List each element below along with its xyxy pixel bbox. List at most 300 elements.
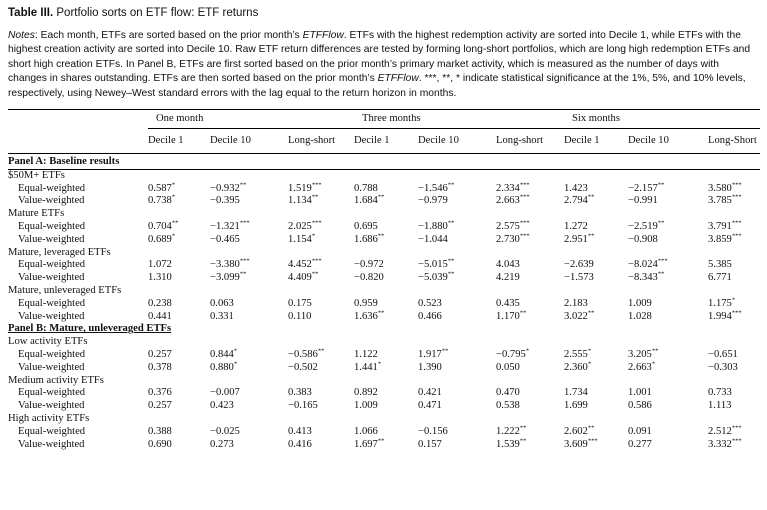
cell-value: −0.908	[628, 233, 658, 245]
cell-value: 0.416	[288, 438, 312, 450]
cell-value: 2.512	[708, 425, 732, 437]
cell-value: 2.794	[564, 195, 588, 207]
significance-stars: ***	[731, 424, 742, 432]
cell-value: −0.465	[210, 233, 240, 245]
table-row	[8, 362, 760, 375]
table-cell	[210, 298, 280, 311]
cell-value: 2.575	[496, 221, 520, 233]
cell-value: 4.219	[496, 272, 520, 284]
table-cell	[628, 426, 698, 439]
column-header: Decile 1	[148, 135, 184, 147]
significance-stars: ***	[519, 232, 530, 240]
group-label: High activity ETFs	[8, 412, 90, 424]
cell-value: 2.555	[564, 348, 588, 360]
table-cell	[280, 195, 354, 208]
row-label: Equal-weighted	[18, 221, 86, 233]
cell-value: 1.686	[354, 233, 378, 245]
group-label: Mature, unleveraged ETFs	[8, 285, 122, 296]
cell-value: 5.385	[708, 259, 732, 271]
table-row	[8, 387, 760, 400]
column-header: Long-Short	[708, 135, 757, 147]
table-cell	[418, 221, 488, 234]
cell-value: 0.586	[628, 400, 652, 412]
cell-value: −0.025	[210, 425, 240, 437]
significance-stars: *	[377, 360, 382, 368]
table-row	[8, 259, 760, 272]
significance-stars: ***	[519, 181, 530, 189]
table-cell	[148, 362, 210, 375]
significance-stars: **	[377, 193, 385, 201]
cell-value: 0.376	[148, 387, 172, 399]
table-cell	[210, 439, 280, 452]
panel-row	[8, 323, 760, 336]
table-cell	[354, 426, 418, 439]
table-cell	[210, 362, 280, 375]
cell-value: 0.466	[418, 310, 442, 322]
table-cell	[354, 400, 418, 413]
cell-value: −1.321	[210, 221, 240, 233]
row-label: Equal-weighted	[18, 425, 86, 437]
group-label: Medium activity ETFs	[8, 374, 104, 386]
table-cell	[628, 400, 698, 413]
cell-value: 0.423	[210, 400, 234, 412]
cell-value: 3.022	[564, 310, 588, 322]
table-cell	[628, 387, 698, 400]
column-header: Decile 1	[564, 135, 600, 147]
table-cell	[698, 195, 760, 208]
significance-stars: ***	[519, 193, 530, 201]
cell-value: −0.972	[354, 259, 384, 271]
significance-stars: *	[171, 232, 176, 240]
row-label: Equal-weighted	[18, 387, 86, 399]
significance-stars: ***	[519, 219, 530, 227]
table-cell	[148, 195, 210, 208]
table-cell	[564, 221, 628, 234]
column-header: Decile 10	[628, 135, 669, 147]
significance-stars: **	[239, 270, 247, 278]
panel-row	[8, 154, 760, 170]
significance-stars: **	[519, 424, 527, 432]
notes-emphasis-2: ETFFlow	[377, 73, 419, 85]
column-header: Decile 10	[418, 135, 459, 147]
cell-value: 0.959	[354, 297, 378, 309]
table-cell	[628, 311, 698, 324]
cell-value: −0.795	[496, 348, 526, 360]
cell-value: 4.409	[288, 272, 312, 284]
cell-value: 0.704	[148, 221, 172, 233]
cell-value: 2.663	[496, 195, 520, 207]
cell-value: 3.791	[708, 221, 732, 233]
panel-label: Panel B: Mature, unleveraged ETFs	[8, 323, 172, 335]
significance-stars: **	[239, 181, 247, 189]
significance-stars: ***	[731, 309, 742, 317]
table-cell	[488, 400, 564, 413]
table-cell	[628, 234, 698, 247]
group-label: Mature, leveraged ETFs	[8, 246, 111, 258]
cell-value: −0.007	[210, 387, 240, 399]
cell-value: 0.421	[418, 387, 442, 399]
cell-value: −5.039	[418, 272, 448, 284]
table-cell	[564, 311, 628, 324]
cell-value: 1.994	[708, 310, 732, 322]
table-cell	[148, 183, 210, 196]
table-row	[8, 311, 760, 324]
significance-stars: **	[447, 257, 455, 265]
table-cell	[698, 349, 760, 362]
cell-value: −2.639	[564, 259, 594, 271]
notes-emphasis-1: ETFFlow	[302, 30, 344, 41]
row-label: Equal-weighted	[18, 182, 86, 194]
cell-value: 0.257	[148, 348, 172, 360]
cell-value: 0.733	[708, 387, 732, 399]
table-cell	[280, 439, 354, 452]
table-cell	[628, 362, 698, 375]
table-cell	[698, 426, 760, 439]
table-cell	[488, 362, 564, 375]
cell-value: 0.063	[210, 297, 234, 309]
cell-value: 2.334	[496, 182, 520, 194]
significance-stars: ***	[731, 232, 742, 240]
table-cell	[354, 259, 418, 272]
cell-value: −1.573	[564, 272, 594, 284]
group-label: Mature ETFs	[8, 208, 65, 220]
significance-stars: ***	[311, 257, 322, 265]
group-label: $50M+ ETFs	[8, 169, 65, 181]
cell-value: 0.277	[628, 438, 652, 450]
table-cell	[628, 195, 698, 208]
notes-text-3: . ***, **, * indicate statistical significance at the 1%, 5%, and 10% levels, respectively, using Newey–West standard errors with the lag equal to the return horizon in months.	[8, 73, 746, 99]
table-cell	[210, 387, 280, 400]
cell-value: 0.844	[210, 348, 234, 360]
table-cell	[280, 298, 354, 311]
cell-value: −0.303	[708, 361, 738, 373]
row-label: Value-weighted	[18, 361, 85, 373]
significance-stars: **	[587, 309, 595, 317]
cell-value: 0.523	[418, 297, 442, 309]
table-cell	[418, 426, 488, 439]
cell-value: 1.134	[288, 195, 312, 207]
table-container	[8, 6, 760, 451]
significance-stars: **	[377, 437, 385, 445]
table-cell	[488, 349, 564, 362]
row-label: Value-weighted	[18, 233, 85, 245]
table-cell	[418, 195, 488, 208]
table-cell	[564, 195, 628, 208]
significance-stars: **	[447, 181, 455, 189]
cell-value: 1.519	[288, 182, 312, 194]
table-cell	[698, 272, 760, 285]
table-cell	[210, 311, 280, 324]
table-cell	[564, 234, 628, 247]
cell-value: 4.043	[496, 259, 520, 271]
row-label: Value-weighted	[18, 438, 85, 450]
table-cell	[148, 311, 210, 324]
group-header-three-months: Three months	[354, 110, 564, 129]
cell-value: −0.586	[288, 348, 318, 360]
table-caption: Portfolio sorts on ETF flow: ETF returns	[56, 7, 259, 19]
cell-value: 1.175	[708, 297, 732, 309]
table-cell	[148, 298, 210, 311]
cell-value: 1.734	[564, 387, 588, 399]
significance-stars: *	[233, 360, 238, 368]
cell-value: 0.413	[288, 425, 312, 437]
table-row	[8, 234, 760, 247]
notes-text-2: . ETFs with the highest redemption activity are sorted into Decile 1, while ETFs with the highest creation activity are sorted into Decile 10. Raw ETF return differences are tested by forming long-short portfolios, which are long high redemption ETFs and short high creation ETFs. In Panel B, ETFs are first sorted based on the prior month’s primary market activity, which is measured as the number of days with changes in shares outstanding. ETFs are then sorted based on the prior month’s	[8, 30, 751, 85]
group-row	[8, 413, 760, 426]
table-cell	[488, 272, 564, 285]
table-cell	[564, 259, 628, 272]
significance-stars: ***	[731, 193, 742, 201]
table-cell	[418, 311, 488, 324]
table-cell	[488, 387, 564, 400]
significance-stars: **	[317, 347, 325, 355]
table-cell	[698, 311, 760, 324]
table-cell	[354, 298, 418, 311]
table-row	[8, 195, 760, 208]
table-cell	[354, 439, 418, 452]
cell-value: 3.785	[708, 195, 732, 207]
table-row	[8, 272, 760, 285]
table-row	[8, 439, 760, 452]
group-row	[8, 285, 760, 298]
cell-value: −0.395	[210, 195, 240, 207]
significance-stars: **	[311, 270, 319, 278]
table-cell	[354, 387, 418, 400]
table-cell	[564, 362, 628, 375]
table-cell	[488, 259, 564, 272]
cell-value: 0.441	[148, 310, 172, 322]
table-cell	[564, 387, 628, 400]
significance-stars: *	[171, 193, 176, 201]
table-cell	[488, 195, 564, 208]
table-cell	[280, 221, 354, 234]
panel-label: Panel A: Baseline results	[8, 156, 120, 168]
cell-value: 2.183	[564, 297, 588, 309]
cell-value: 1.310	[148, 272, 172, 284]
table-cell	[210, 400, 280, 413]
group-header-six-months: Six months	[564, 110, 760, 129]
cell-value: 3.580	[708, 182, 732, 194]
group-header-one-month: One month	[148, 110, 354, 129]
significance-stars: *	[525, 347, 530, 355]
table-cell	[210, 183, 280, 196]
cell-value: 0.257	[148, 400, 172, 412]
cell-value: −1.546	[418, 182, 448, 194]
table-cell	[628, 221, 698, 234]
cell-value: −0.991	[628, 195, 658, 207]
table-cell	[148, 349, 210, 362]
row-label: Value-weighted	[18, 272, 85, 284]
cell-value: 1.272	[564, 221, 588, 233]
table-cell	[148, 439, 210, 452]
table-cell	[148, 259, 210, 272]
table-cell	[698, 221, 760, 234]
table-cell	[280, 311, 354, 324]
table-cell	[210, 426, 280, 439]
table-cell	[698, 362, 760, 375]
cell-value: 1.699	[564, 400, 588, 412]
cell-value: 1.539	[496, 438, 520, 450]
significance-stars: **	[657, 181, 665, 189]
significance-stars: ***	[731, 437, 742, 445]
table-notes	[8, 29, 760, 101]
table-cell	[280, 362, 354, 375]
table-cell	[148, 272, 210, 285]
cell-value: 0.238	[148, 297, 172, 309]
significance-stars: **	[441, 347, 449, 355]
table-cell	[564, 439, 628, 452]
table-row	[8, 400, 760, 413]
cell-value: 0.273	[210, 438, 234, 450]
cell-value: −3.380	[210, 259, 240, 271]
cell-value: 0.050	[496, 361, 520, 373]
cell-value: 1.170	[496, 310, 520, 322]
table-cell	[564, 400, 628, 413]
group-label: Low activity ETFs	[8, 336, 88, 348]
table-cell	[698, 387, 760, 400]
significance-stars: **	[377, 232, 385, 240]
column-header: Decile 10	[210, 135, 251, 147]
table-cell	[698, 400, 760, 413]
table-cell	[354, 272, 418, 285]
cell-value: −0.979	[418, 195, 448, 207]
column-header-row	[8, 129, 760, 154]
cell-value: 0.378	[148, 361, 172, 373]
significance-stars: **	[657, 219, 665, 227]
table-cell	[698, 259, 760, 272]
cell-value: 1.423	[564, 182, 588, 194]
significance-stars: *	[651, 360, 656, 368]
cell-value: 1.390	[418, 361, 442, 373]
table-cell	[210, 195, 280, 208]
cell-value: 0.538	[496, 400, 520, 412]
significance-stars: **	[587, 193, 595, 201]
cell-value: 3.609	[564, 438, 588, 450]
table-cell	[280, 426, 354, 439]
cell-value: 1.028	[628, 310, 652, 322]
cell-value: 1.066	[354, 425, 378, 437]
cell-value: 1.441	[354, 361, 378, 373]
column-header: Long-short	[288, 135, 336, 147]
table-cell	[280, 349, 354, 362]
cell-value: 0.471	[418, 400, 442, 412]
group-row	[8, 169, 760, 182]
group-row	[8, 375, 760, 388]
cell-value: 4.452	[288, 259, 312, 271]
significance-stars: *	[587, 347, 592, 355]
significance-stars: ***	[657, 257, 668, 265]
significance-stars: **	[657, 270, 665, 278]
significance-stars: **	[447, 270, 455, 278]
table-cell	[698, 234, 760, 247]
cell-value: 0.788	[354, 182, 378, 194]
table-cell	[698, 439, 760, 452]
table-cell	[564, 272, 628, 285]
significance-stars: **	[519, 309, 527, 317]
significance-stars: ***	[239, 257, 250, 265]
cell-value: 3.859	[708, 233, 732, 245]
cell-value: 0.157	[418, 438, 442, 450]
significance-stars: ***	[311, 181, 322, 189]
significance-stars: **	[519, 437, 527, 445]
cell-value: −1.880	[418, 221, 448, 233]
cell-value: 1.154	[288, 233, 312, 245]
cell-value: 1.009	[354, 400, 378, 412]
cell-value: 1.072	[148, 259, 172, 271]
cell-value: 0.587	[148, 182, 172, 194]
cell-value: 0.435	[496, 297, 520, 309]
table-cell	[564, 183, 628, 196]
column-header: Long-short	[496, 135, 544, 147]
table-cell	[418, 400, 488, 413]
row-label: Equal-weighted	[18, 297, 86, 309]
table-cell	[280, 400, 354, 413]
cell-value: 6.771	[708, 272, 732, 284]
significance-stars: *	[587, 360, 592, 368]
significance-stars: **	[377, 309, 385, 317]
significance-stars: **	[651, 347, 659, 355]
cell-value: −8.343	[628, 272, 658, 284]
table-cell	[148, 426, 210, 439]
group-row	[8, 247, 760, 260]
cell-value: −0.165	[288, 400, 318, 412]
cell-value: 0.175	[288, 297, 312, 309]
table-cell	[488, 311, 564, 324]
table-cell	[148, 387, 210, 400]
cell-value: −5.015	[418, 259, 448, 271]
table-cell	[628, 183, 698, 196]
cell-value: 1.222	[496, 425, 520, 437]
cell-value: −0.651	[708, 348, 738, 360]
table-cell	[418, 234, 488, 247]
row-label: Equal-weighted	[18, 259, 86, 271]
table-cell	[698, 183, 760, 196]
cell-value: 1.697	[354, 438, 378, 450]
cell-value: 1.122	[354, 348, 378, 360]
table-cell	[628, 272, 698, 285]
cell-value: −0.820	[354, 272, 384, 284]
table-cell	[418, 272, 488, 285]
significance-stars: **	[587, 232, 595, 240]
table-cell	[418, 387, 488, 400]
cell-value: 1.009	[628, 297, 652, 309]
table-cell	[210, 234, 280, 247]
cell-value: 0.383	[288, 387, 312, 399]
table-cell	[210, 349, 280, 362]
cell-value: −0.156	[418, 425, 448, 437]
table-cell	[628, 298, 698, 311]
table-cell	[148, 234, 210, 247]
cell-value: 3.205	[628, 348, 652, 360]
table-cell	[628, 349, 698, 362]
cell-value: 0.388	[148, 425, 172, 437]
table-cell	[418, 362, 488, 375]
table-cell	[280, 387, 354, 400]
table-cell	[418, 439, 488, 452]
table-cell	[488, 234, 564, 247]
table-label: Table III.	[8, 7, 54, 19]
table-title	[8, 6, 760, 21]
cell-value: 0.331	[210, 310, 234, 322]
cell-value: 2.951	[564, 233, 588, 245]
significance-stars: ***	[731, 181, 742, 189]
cell-value: 2.663	[628, 361, 652, 373]
cell-value: −3.099	[210, 272, 240, 284]
row-label: Value-weighted	[18, 310, 85, 322]
cell-value: 0.892	[354, 387, 378, 399]
table-cell	[210, 272, 280, 285]
cell-value: 1.001	[628, 387, 652, 399]
